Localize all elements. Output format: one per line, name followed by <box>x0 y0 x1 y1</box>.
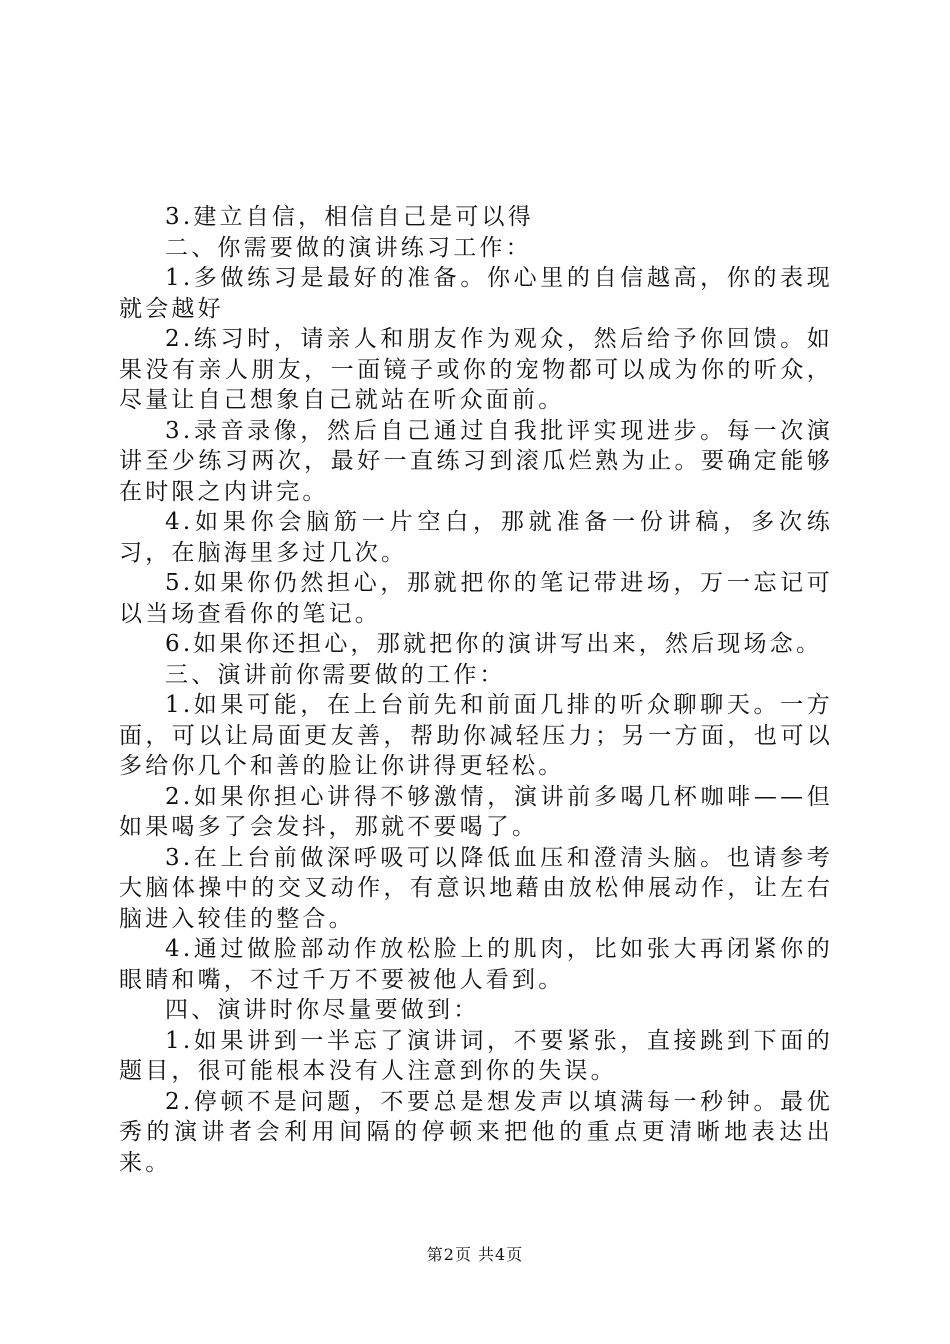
paragraph-during-1: 1.如果讲到一半忘了演讲词，不要紧张，直接跳到下面的题目，很可能根本没有人注意到你的失误。 <box>119 1027 833 1084</box>
paragraph-before-3: 3.在上台前做深呼吸可以降低血压和澄清头脑。也请参考大脑体操中的交叉动作，有意识地藉由放松伸展动作，让左右脑进入较佳的整合。 <box>119 844 833 932</box>
section-heading-practice: 二、你需要做的演讲练习工作： <box>165 234 532 261</box>
section-heading-during-speech: 四、演讲时你尽量要做到： <box>165 997 480 1023</box>
paragraph-before-4: 4.通过做脸部动作放松脸上的肌肉，比如张大再闭紧你的眼睛和嘴，不过千万不要被他人看到。 <box>119 936 833 993</box>
paragraph-practice-4: 4.如果你会脑筋一片空白，那就准备一份讲稿，多次练习，在脑海里多过几次。 <box>119 509 833 566</box>
paragraph-before-1: 1.如果可能，在上台前先和前面几排的听众聊聊天。一方面，可以让局面更友善，帮助你减轻压力；另一方面，也可以多给你几个和善的脸让你讲得更轻松。 <box>119 692 833 779</box>
paragraph-during-2: 2.停顿不是问题，不要总是想发声以填满每一秒钟。最优秀的演讲者会利用间隔的停顿来把他的重点更清晰地表达出来。 <box>119 1088 833 1176</box>
page-number-label: 第2页 共4页 <box>426 1245 524 1264</box>
paragraph-before-2: 2.如果你担心讲得不够激情，演讲前多喝几杯咖啡——但如果喝多了会发抖，那就不要喝了。 <box>119 783 833 840</box>
paragraph-practice-3: 3.录音录像，然后自己通过自我批评实现进步。每一次演讲至少练习两次，最好一直练习到滚瓜烂熟为止。要确定能够在时限之内讲完。 <box>119 417 833 505</box>
section-heading-before-speech: 三、演讲前你需要做的工作： <box>165 661 506 688</box>
paragraph-practice-6: 6.如果你还担心，那就把你的演讲写出来，然后现场念。 <box>165 631 823 657</box>
paragraph-practice-5: 5.如果你仍然担心，那就把你的笔记带进场，万一忘记可以当场查看你的笔记。 <box>119 570 833 627</box>
paragraph-practice-2: 2.练习时，请亲人和朋友作为观众，然后给予你回馈。如果没有亲人朋友，一面镜子或你的宠物都可以成为你的听众，尽量让自己想象自己就站在听众面前。 <box>119 326 833 413</box>
paragraph-practice-1: 1.多做练习是最好的准备。你心里的自信越高，你的表现就会越好 <box>119 265 833 322</box>
page-footer <box>0 1245 950 1265</box>
paragraph-tip-3-confidence: 3.建立自信，相信自己是可以得 <box>165 204 534 230</box>
document-body <box>119 202 833 1178</box>
